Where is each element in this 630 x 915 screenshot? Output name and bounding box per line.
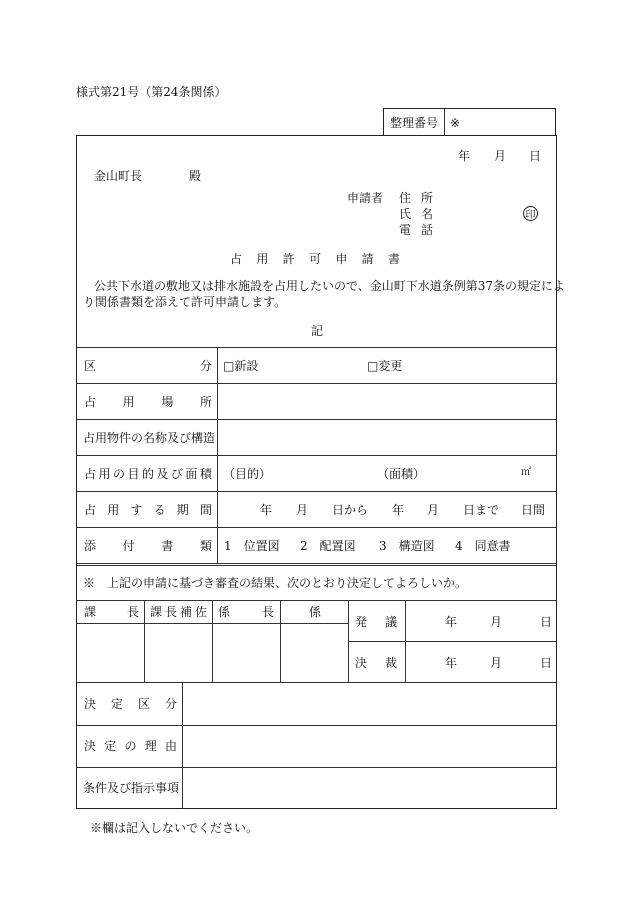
attachment-layout-map: 2 配置図: [300, 539, 356, 553]
applicant-title: 申請者: [347, 191, 384, 205]
seal-mark: 印: [523, 206, 538, 221]
attachment-consent-form: 4 同意書: [455, 539, 511, 553]
checkbox-change[interactable]: □変更: [367, 359, 403, 373]
date-month: 月: [494, 149, 507, 163]
footer-note: ※欄は記入しないでください。: [90, 821, 259, 835]
object-label: 占用物件の名称及び構造: [83, 431, 216, 445]
proposal-label: 発 議: [355, 615, 397, 629]
section-chief-label: 課 長: [84, 605, 139, 619]
area-field: （面積）: [377, 467, 426, 481]
decision-year: 年: [445, 656, 458, 670]
unit-chief-label: 係 長: [218, 605, 274, 619]
date-year: 年: [458, 149, 471, 163]
start-month: 月: [296, 503, 309, 517]
attachment-structure-map: 3 構造図: [379, 539, 435, 553]
purpose-label: 占 用 の 目 的 及 び 面 積: [84, 467, 212, 481]
body-text-line-1: 公共下水道の敷地又は排水施設を占用したいので、金山町下水道条例第37条の規定によ: [94, 279, 566, 293]
proposal-month: 月: [490, 615, 503, 629]
decision-day: 日: [540, 656, 553, 670]
decision-approval-label: 決 裁: [355, 656, 397, 670]
form-number: 様式第21号（第24条関係）: [76, 85, 227, 99]
end-year: 年: [392, 503, 405, 517]
attachments-label: 添 付 書 類: [84, 539, 212, 553]
approval-note: ※ 上記の申請に基づき審査の結果、次のとおり決定してよろしいか。: [83, 576, 468, 590]
duration-days: 日間: [521, 503, 546, 517]
decision-month: 月: [490, 656, 503, 670]
reference-number-label: 整理番号: [390, 116, 439, 130]
checkbox-new[interactable]: □新設: [223, 359, 259, 373]
period-label: 占 用 す る 期 間: [84, 503, 212, 517]
application-form: [76, 135, 566, 809]
body-text-line-2: り関係書類を添えて許可申請します。: [83, 295, 287, 309]
reference-number-box: [383, 108, 556, 136]
addressee-honorific: 殿: [189, 169, 202, 183]
decision-category-label: 決 定 区 分: [84, 697, 177, 711]
place-label: 占 用 場 所: [84, 395, 212, 409]
area-unit: ㎡: [521, 467, 531, 478]
applicant-address-label: 住 所: [399, 191, 433, 205]
end-day: 日まで: [463, 503, 500, 517]
start-year: 年: [260, 503, 273, 517]
addressee-name: 金山町長: [94, 169, 143, 183]
staff-label: 係: [309, 605, 322, 619]
purpose-field: （目的）: [223, 467, 272, 481]
reference-mark: ※: [450, 116, 461, 130]
note-heading: 記: [311, 324, 324, 338]
date-day: 日: [529, 149, 542, 163]
attachment-location-map: 1 位置図: [224, 539, 280, 553]
end-month: 月: [427, 503, 440, 517]
applicant-phone-label: 電 話: [399, 223, 433, 237]
category-label: 区 分: [84, 359, 212, 373]
deputy-chief-label: 課 長 補 佐: [150, 605, 207, 619]
document-title: 占 用 許 可 申 請 書: [230, 252, 400, 266]
applicant-name-label: 氏 名: [399, 207, 433, 221]
start-day: 日から: [332, 503, 369, 517]
decision-reason-label: 決 定 の 理 由: [84, 739, 177, 753]
proposal-year: 年: [445, 615, 458, 629]
conditions-label: 条件及び指示事項: [83, 781, 180, 795]
proposal-day: 日: [540, 615, 553, 629]
